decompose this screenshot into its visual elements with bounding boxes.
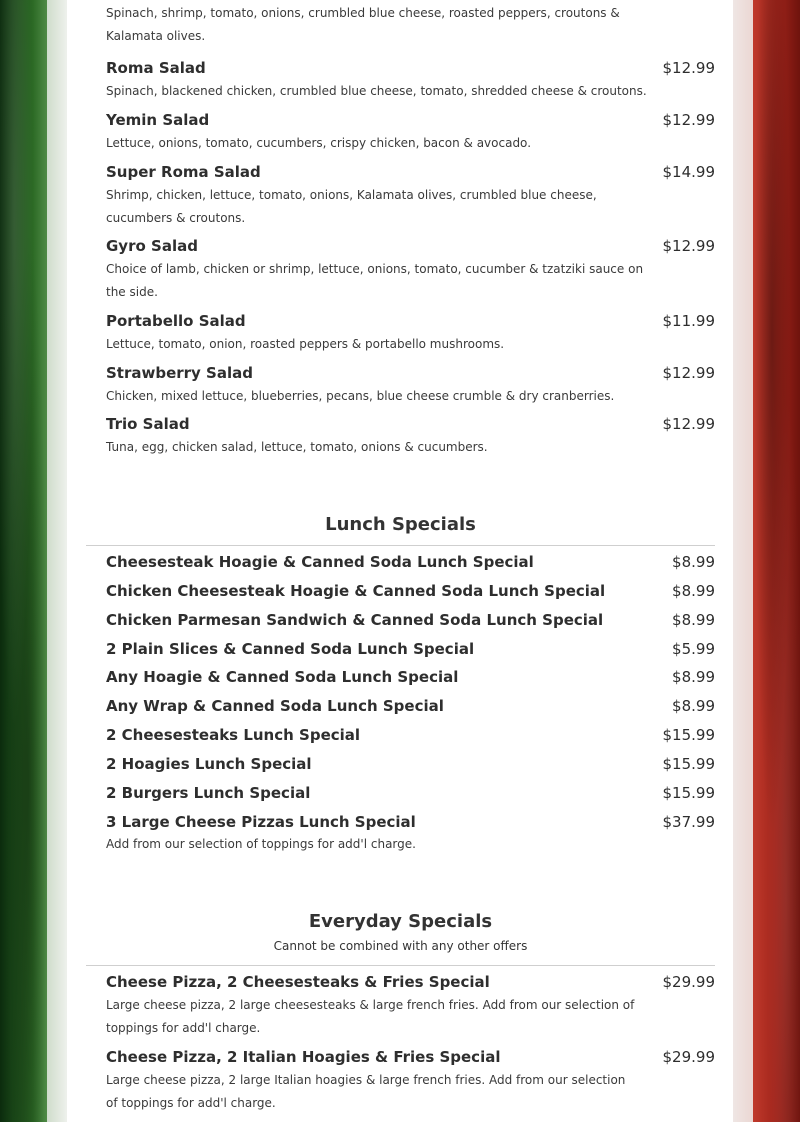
menu-item-name: Roma Salad	[106, 59, 206, 77]
menu-item-price: $15.99	[662, 726, 715, 744]
menu-item-name: Cheese Pizza, 2 Cheesesteaks & Fries Special	[106, 973, 490, 991]
menu-item-name: 2 Hoagies Lunch Special	[106, 755, 312, 773]
menu-item-price: $5.99	[672, 640, 715, 658]
menu-item-name: Cheesesteak Hoagie & Canned Soda Lunch Special	[106, 553, 534, 571]
menu-item-name: Chicken Parmesan Sandwich & Canned Soda Lunch Special	[106, 611, 604, 629]
menu-item-price: $8.99	[672, 582, 715, 600]
menu-item-description: Tuna, egg, chicken salad, lettuce, tomato, onions & cucumbers.	[106, 440, 488, 454]
italian-flag-green-border	[0, 0, 47, 1122]
menu-item-description: Shrimp, chicken, lettuce, tomato, onions, Kalamata olives, crumbled blue cheese, cucumbers & croutons.	[106, 188, 597, 225]
menu-item-description: Spinach, blackened chicken, crumbled blue cheese, tomato, shredded cheese & croutons.	[106, 84, 647, 98]
menu-page	[67, 0, 733, 1122]
menu-item-name: 2 Cheesesteaks Lunch Special	[106, 726, 361, 744]
section-divider	[86, 545, 715, 546]
menu-item-description: Choice of lamb, chicken or shrimp, lettuce, onions, tomato, cucumber & tzatziki sauce on the side.	[106, 262, 644, 299]
menu-item-name: Gyro Salad	[106, 237, 198, 255]
menu-item-price: $15.99	[662, 784, 715, 802]
section-title-lunch-specials: Lunch Specials	[325, 514, 476, 535]
italian-flag-red-border	[753, 0, 800, 1122]
menu-item-name: Yemin Salad	[106, 111, 210, 129]
menu-item-price: $8.99	[672, 697, 715, 715]
menu-item-price: $8.99	[672, 553, 715, 571]
menu-item-description: Spinach, shrimp, tomato, onions, crumbled blue cheese, roasted peppers, croutons & Kalamata olives.	[106, 6, 620, 43]
menu-item-price: $8.99	[672, 611, 715, 629]
section-title-everyday-specials: Everyday Specials	[308, 911, 493, 932]
menu-item-price: $12.99	[662, 364, 715, 382]
menu-item-name: 3 Large Cheese Pizzas Lunch Special	[106, 813, 416, 831]
menu-item-price: $12.99	[662, 237, 715, 255]
menu-item-name: 2 Burgers Lunch Special	[106, 784, 311, 802]
border-fade-left	[47, 0, 67, 1122]
menu-item-price: $8.99	[672, 668, 715, 686]
menu-item-price: $12.99	[662, 59, 715, 77]
border-fade-right	[733, 0, 753, 1122]
menu-item-name: Strawberry Salad	[106, 364, 253, 382]
menu-item-name: Trio Salad	[106, 415, 190, 433]
menu-item-price: $11.99	[662, 312, 715, 330]
menu-item-name: Chicken Cheesesteak Hoagie & Canned Soda Lunch Special	[106, 582, 606, 600]
menu-item-name: Any Wrap & Canned Soda Lunch Special	[106, 697, 444, 715]
menu-item-price: $12.99	[662, 415, 715, 433]
menu-item-name: Cheese Pizza, 2 Italian Hoagies & Fries Special	[106, 1048, 501, 1066]
menu-item-name: Any Hoagie & Canned Soda Lunch Special	[106, 668, 459, 686]
menu-item-description: Chicken, mixed lettuce, blueberries, pecans, blue cheese crumble & dry cranberries.	[106, 389, 615, 403]
menu-item-description: Lettuce, tomato, onion, roasted peppers & portabello mushrooms.	[106, 337, 505, 351]
section-divider	[86, 965, 715, 966]
menu-item-price: $12.99	[662, 111, 715, 129]
menu-item-description: Large cheese pizza, 2 large cheesesteaks & large french fries. Add from our selection of toppings for add'l charge.	[106, 998, 635, 1035]
menu-item-description: Large cheese pizza, 2 large Italian hoagies & large french fries. Add from our selection of toppings for add'l charge.	[106, 1073, 626, 1110]
menu-item-price: $14.99	[662, 163, 715, 181]
menu-item-name: 2 Plain Slices & Canned Soda Lunch Special	[106, 640, 475, 658]
menu-item-price: $15.99	[662, 755, 715, 773]
menu-item-description: Add from our selection of toppings for add'l charge.	[106, 837, 416, 851]
menu-item-description: Lettuce, onions, tomato, cucumbers, crispy chicken, bacon & avocado.	[106, 136, 532, 150]
menu-item-name: Super Roma Salad	[106, 163, 261, 181]
menu-item-price: $29.99	[662, 1048, 715, 1066]
menu-item-price: $29.99	[662, 973, 715, 991]
section-subtitle: Cannot be combined with any other offers	[273, 939, 528, 953]
menu-item-price: $37.99	[662, 813, 715, 831]
menu-item-name: Portabello Salad	[106, 312, 246, 330]
